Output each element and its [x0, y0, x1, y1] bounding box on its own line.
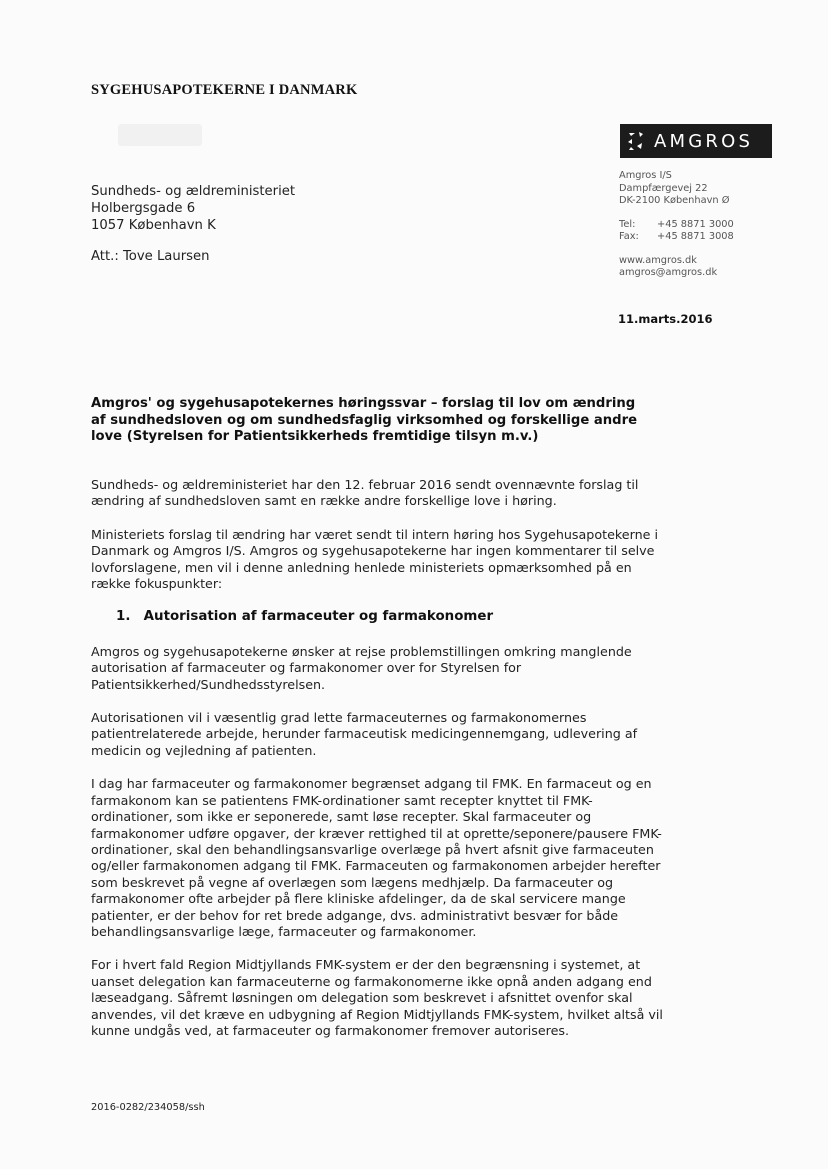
sender-fax — [619, 231, 734, 244]
recipient-line: Sundheds- og ældreministeriet — [91, 184, 296, 199]
fax-label: Fax: — [619, 231, 639, 242]
letter-subject: Amgros' og sygehusapotekernes høringssvar – forslag til lov om ændring af sundhedsloven og om sundhedsfaglig virksomhed og forskellige andre love (Styrelsen for Patientsikkerheds fremtidige tilsyn m.v.) — [91, 396, 638, 445]
sender-phone-block — [619, 219, 734, 244]
section-number: 1. — [116, 609, 131, 625]
body-paragraph: Amgros og sygehusapotekerne ønsker at rejse problemstillingen omkring manglende autorisation af farmaceuter og farmakonomer over for Styrelsen for Patientsikkerhed/Sundhedsstyrelsen. — [91, 643, 632, 692]
logo-mark-icon — [626, 131, 646, 151]
sender-info — [619, 170, 734, 291]
attention-line: Att.: Tove Laursen — [91, 249, 210, 264]
recipient-address — [91, 183, 295, 234]
sender-online — [619, 255, 734, 280]
fax-number: +45 8871 3008 — [657, 231, 734, 242]
organization-name: SYGEHUSAPOTEKERNE I DANMARK — [91, 82, 358, 98]
sender-email: amgros@amgros.dk — [619, 267, 718, 278]
body-paragraph: Sundheds- og ældreministeriet har den 12. februar 2016 sendt ovennævnte forslag til ændring af sundhedsloven samt en række andre forskellige love i høring. — [91, 477, 639, 509]
recipient-line: 1057 København K — [91, 218, 216, 233]
scan-artifact — [118, 124, 202, 146]
body-paragraph: Ministeriets forslag til ændring har været sendt til intern høring hos Sygehusapotekerne i Danmark og Amgros I/S. Amgros og sygehusapotekerne har ingen kommentarer til selve lovforslagene, men vil i denne anledning henlede ministeriets opmærksomhed på en række fokuspunkter: — [91, 526, 658, 592]
body-paragraph: For i hvert fald Region Midtjyllands FMK-system er der den begrænsning i systemet, at uanset delegation kan farmaceuterne og farmakonomerne ikke opnå anden adgang end læseadgang. Såfremt løsningen om delegation som beskrevet i afsnittet ovenfor skal anvendes, vil det kræve en udbygning af Region Midtjyllands FMK-system, hvilket altså vil kunne undgås ved, at farmaceuter og farmakonomer fremover autoriseres. — [91, 957, 663, 1038]
sender-tel — [619, 219, 734, 232]
letter-date: 11.marts.2016 — [618, 312, 713, 326]
section-title: Autorisation af farmaceuter og farmakonomer — [143, 609, 494, 625]
sender-address — [619, 170, 734, 208]
document-reference: 2016-0282/234058/ssh — [91, 1102, 205, 1113]
recipient-line: Holbergsgade 6 — [91, 201, 196, 216]
body-paragraph: Autorisationen vil i væsentlig grad lette farmaceuternes og farmakonomernes patientrelaterede arbejde, herunder farmaceutisk medicingennemgang, udlevering af medicin og vejledning af patienten. — [91, 710, 638, 758]
amgros-logo — [620, 124, 772, 158]
sender-city: DK-2100 København Ø — [619, 195, 730, 206]
logo-text: AMGROS — [654, 130, 754, 152]
sender-web: www.amgros.dk — [619, 254, 697, 266]
section-heading — [116, 609, 671, 625]
tel-label: Tel: — [619, 218, 636, 230]
sender-name: Amgros I/S — [619, 170, 672, 181]
tel-number: +45 8871 3000 — [657, 218, 734, 230]
body-paragraph: I dag har farmaceuter og farmakonomer begrænset adgang til FMK. En farmaceut og en farmakonom kan se patientens FMK-ordinationer samt recepter knyttet til FMK-ordinationer, som ikke er seponerede, samt løse recepter. Skal farmaceuter og farmakonomer udføre opgaver, der kræver rettighed til at oprette/seponere/pausere FMK-ordinationer, skal den behandlingsansvarlige overlæge på hvert afsnit give farmaceuten og/eller farmakonomen adgang til FMK. Farmaceuten og farmakonomen arbejder herefter som beskrevet på vegne af overlægen som lægens medhjælp. Da farmaceuter og farmakonomer ofte arbejder på flere kliniske afdelinger, da de skal servicere mange patienter, er der behov for ret brede adgange, dvs. administrativt besvær for både behandlingsansvarlige læge, farmaceuter og farmakonomer. — [91, 776, 662, 939]
letter-body — [91, 477, 671, 1056]
sender-street: Dampfærgevej 22 — [619, 182, 708, 194]
